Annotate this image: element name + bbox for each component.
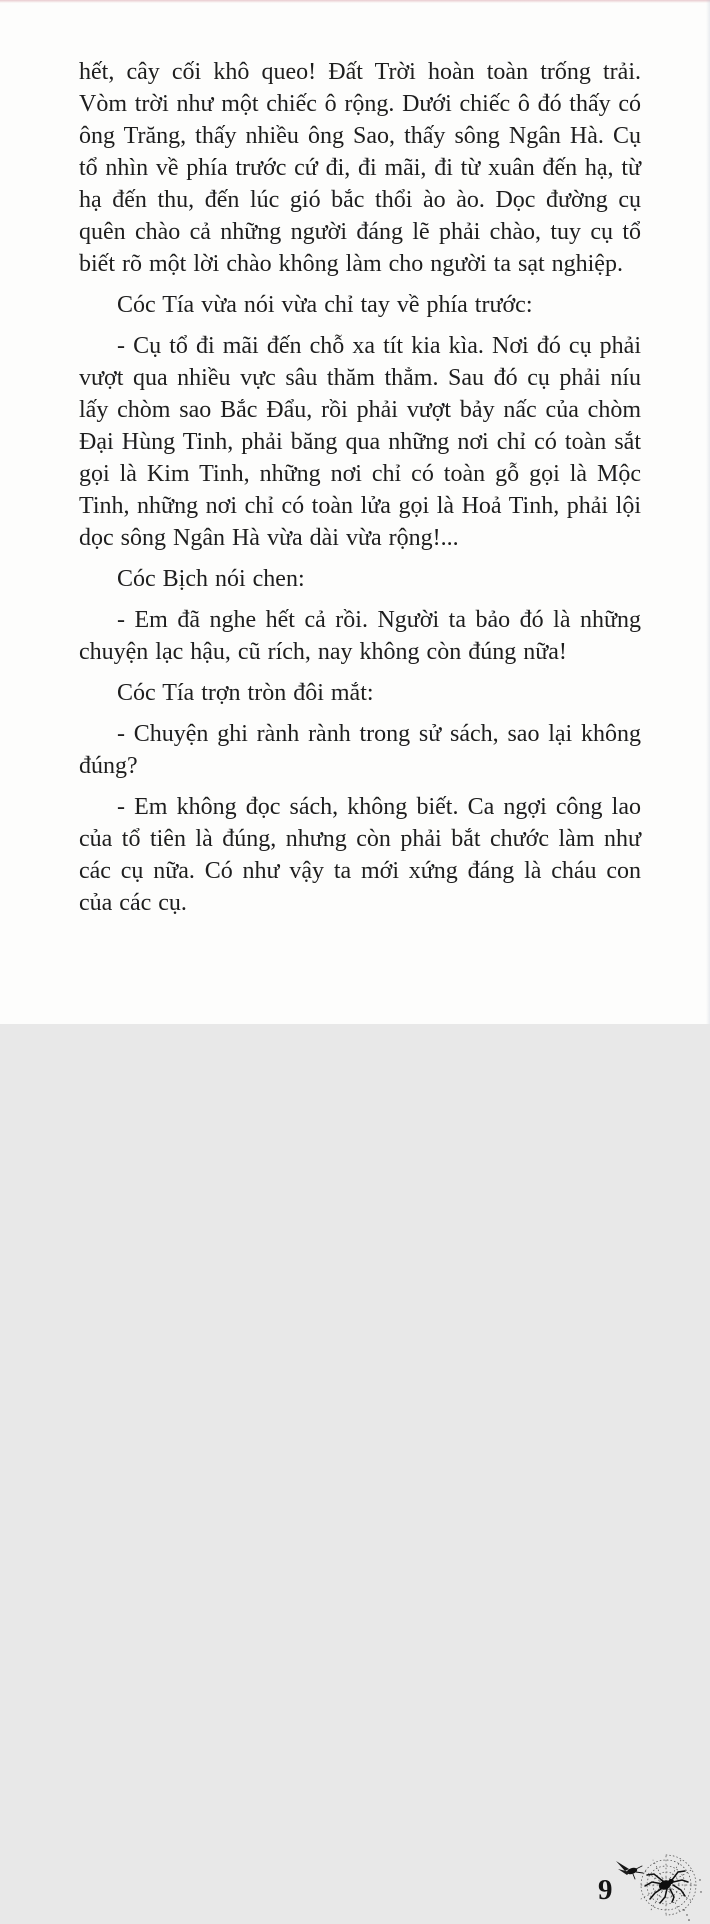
paragraph: Cóc Tía vừa nói vừa chỉ tay về phía trước: bbox=[117, 292, 533, 318]
paragraph: - Cụ tổ đi mãi đến chỗ xa tít kia kìa. Nơi đó cụ phải vượt qua nhiều vực sâu thăm thẳm. Sau đó cụ phải níu lấy chòm sao Bắc Đẩu, rồi phải vượt bảy nấc của chòm Đại Hùng Tinh, phải băng qua những nơi chỉ có toàn sắt gọi là Kim Tinh, những nơi chỉ có toàn gỗ gọi là Mộc Tinh, những nơi chỉ có toàn lửa gọi là Hoả Tinh, phải lội dọc sông Ngân Hà vừa dài vừa rộng!... bbox=[79, 333, 641, 551]
page-right-edge-shade bbox=[706, 0, 710, 1024]
fly-icon bbox=[616, 1861, 643, 1879]
page-number: 9 bbox=[598, 1874, 613, 1906]
paragraph: hết, cây cối khô queo! Đất Trời hoàn toàn trống trải. Vòm trời như một chiếc ô rộng. Dưới chiếc ô đó thấy có ông Trăng, thấy nhiều ông Sao, thấy sông Ngân Hà. Cụ tổ nhìn về phía trước cứ đi, đi mãi, đi từ xuân đến hạ, từ hạ đến thu, đến lúc gió bắc thổi ào ào. Dọc đường cụ quên chào cả những người đáng lẽ phải chào, tuy cụ tổ biết rõ một lời chào không làm cho người ta sạt nghiệp. bbox=[79, 59, 641, 277]
spider-web-fly-illustration bbox=[614, 1852, 706, 1924]
paragraph: - Chuyện ghi rành rành trong sử sách, sao lại không đúng? bbox=[79, 721, 641, 779]
paragraph: - Em không đọc sách, không biết. Ca ngợi công lao của tổ tiên là đúng, nhưng còn phải bắt chước làm như các cụ nữa. Có như vậy ta mới xứng đáng là cháu con của các cụ. bbox=[79, 794, 641, 916]
page-top-edge-tint bbox=[0, 0, 710, 3]
page-footer bbox=[0, 924, 710, 1906]
paragraph: Cóc Tía trợn tròn đôi mắt: bbox=[117, 680, 374, 706]
paragraph: Cóc Bịch nói chen: bbox=[117, 566, 305, 592]
paragraph: - Em đã nghe hết cả rồi. Người ta bảo đó là những chuyện lạc hậu, cũ rích, nay không còn đúng nữa! bbox=[79, 607, 641, 665]
body-text bbox=[79, 56, 641, 928]
